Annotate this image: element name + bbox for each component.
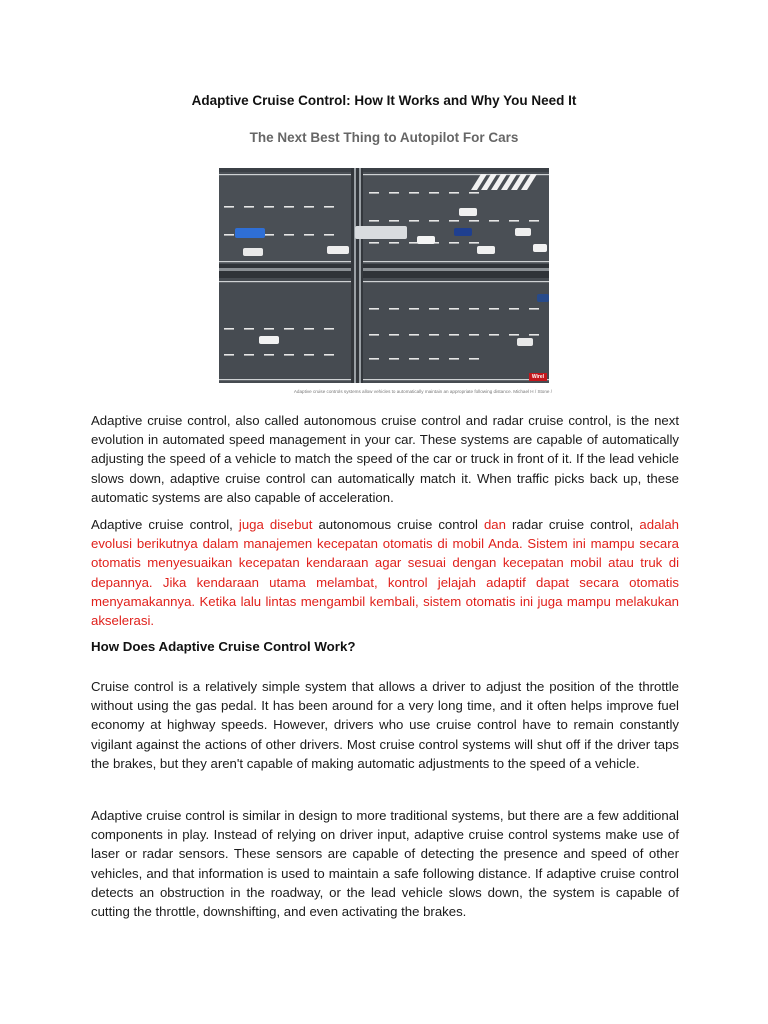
paragraph-cruise-control: Cruise control is a relatively simple system that allows a driver to adjust the position of the throttle without using the gas pedal. It has been around for a very long time, and it often helps improve fuel economy at highway speeds. However, drivers who use cruise control have to remain constantly vigilant against the actions of other drivers. Most cruise control systems will shut off if the driver taps the brakes, but they aren't capable of making automatic adjustments to the speed of a vehicle. bbox=[91, 679, 679, 771]
paragraph-adaptive: Adaptive cruise control is similar in design to more traditional systems, but there are a few additional components in play. Instead of relying on driver input, adaptive cruise control systems make use of laser or radar sensors. These sensors are capable of detecting the presence and speed of other vehicles, and that information is used to maintain a safe following distance. If adaptive cruise control detects an obstruction in the roadway, or the lead vehicle slows down, the system is capable of cutting the throttle, downshifting, and even activating the brakes. bbox=[91, 808, 679, 920]
translation-segment-red: dan bbox=[477, 517, 513, 532]
source-badge: Wirel bbox=[529, 373, 547, 381]
image-caption: Adaptive cruise controls systems allow vehicles to automatically maintain an appropriate following distance. Michael H / Stone / bbox=[293, 389, 552, 394]
translation-segment: Adaptive cruise control, bbox=[91, 517, 233, 532]
translation-segment: radar cruise control, bbox=[512, 517, 634, 532]
highway-illustration bbox=[219, 168, 549, 383]
highway-aerial-photo bbox=[219, 168, 549, 383]
translation-segment-red: adalah evolusi berikutnya dalam manajemen kecepatan otomatis di mobil Anda. Sistem ini mampu secara otomatis menyesuaikan kecepatan kendaraan agar sesuai dengan kecepatan mobil atau truk di depannya. Jika kendaraan utama melambat, kontrol jelajah adaptif dapat secara otomatis menyamakannya. Ketika lalu lintas mengambil kembali, sistem otomatis ini juga mampu melakukan akselerasi. bbox=[91, 517, 679, 629]
translation-segment: autonomous cruise control bbox=[318, 517, 478, 532]
translation-segment-red: juga disebut bbox=[232, 517, 319, 532]
section-heading: How Does Adaptive Cruise Control Work? bbox=[91, 639, 356, 654]
article-title: Adaptive Cruise Control: How It Works and Why You Need It bbox=[191, 93, 577, 108]
article-subtitle: The Next Best Thing to Autopilot For Cars bbox=[249, 130, 519, 145]
paragraph-intro: Adaptive cruise control, also called autonomous cruise control and radar cruise control, is the next evolution in automated speed management in your car. These systems are capable of automatically adjusting the speed of a vehicle to match the speed of the car or truck in front of it. If the lead vehicle slows down, adaptive cruise control can automatically match it. When traffic picks back up, these automatic systems are also capable of acceleration. bbox=[91, 413, 679, 505]
paragraph-translation bbox=[91, 515, 679, 630]
